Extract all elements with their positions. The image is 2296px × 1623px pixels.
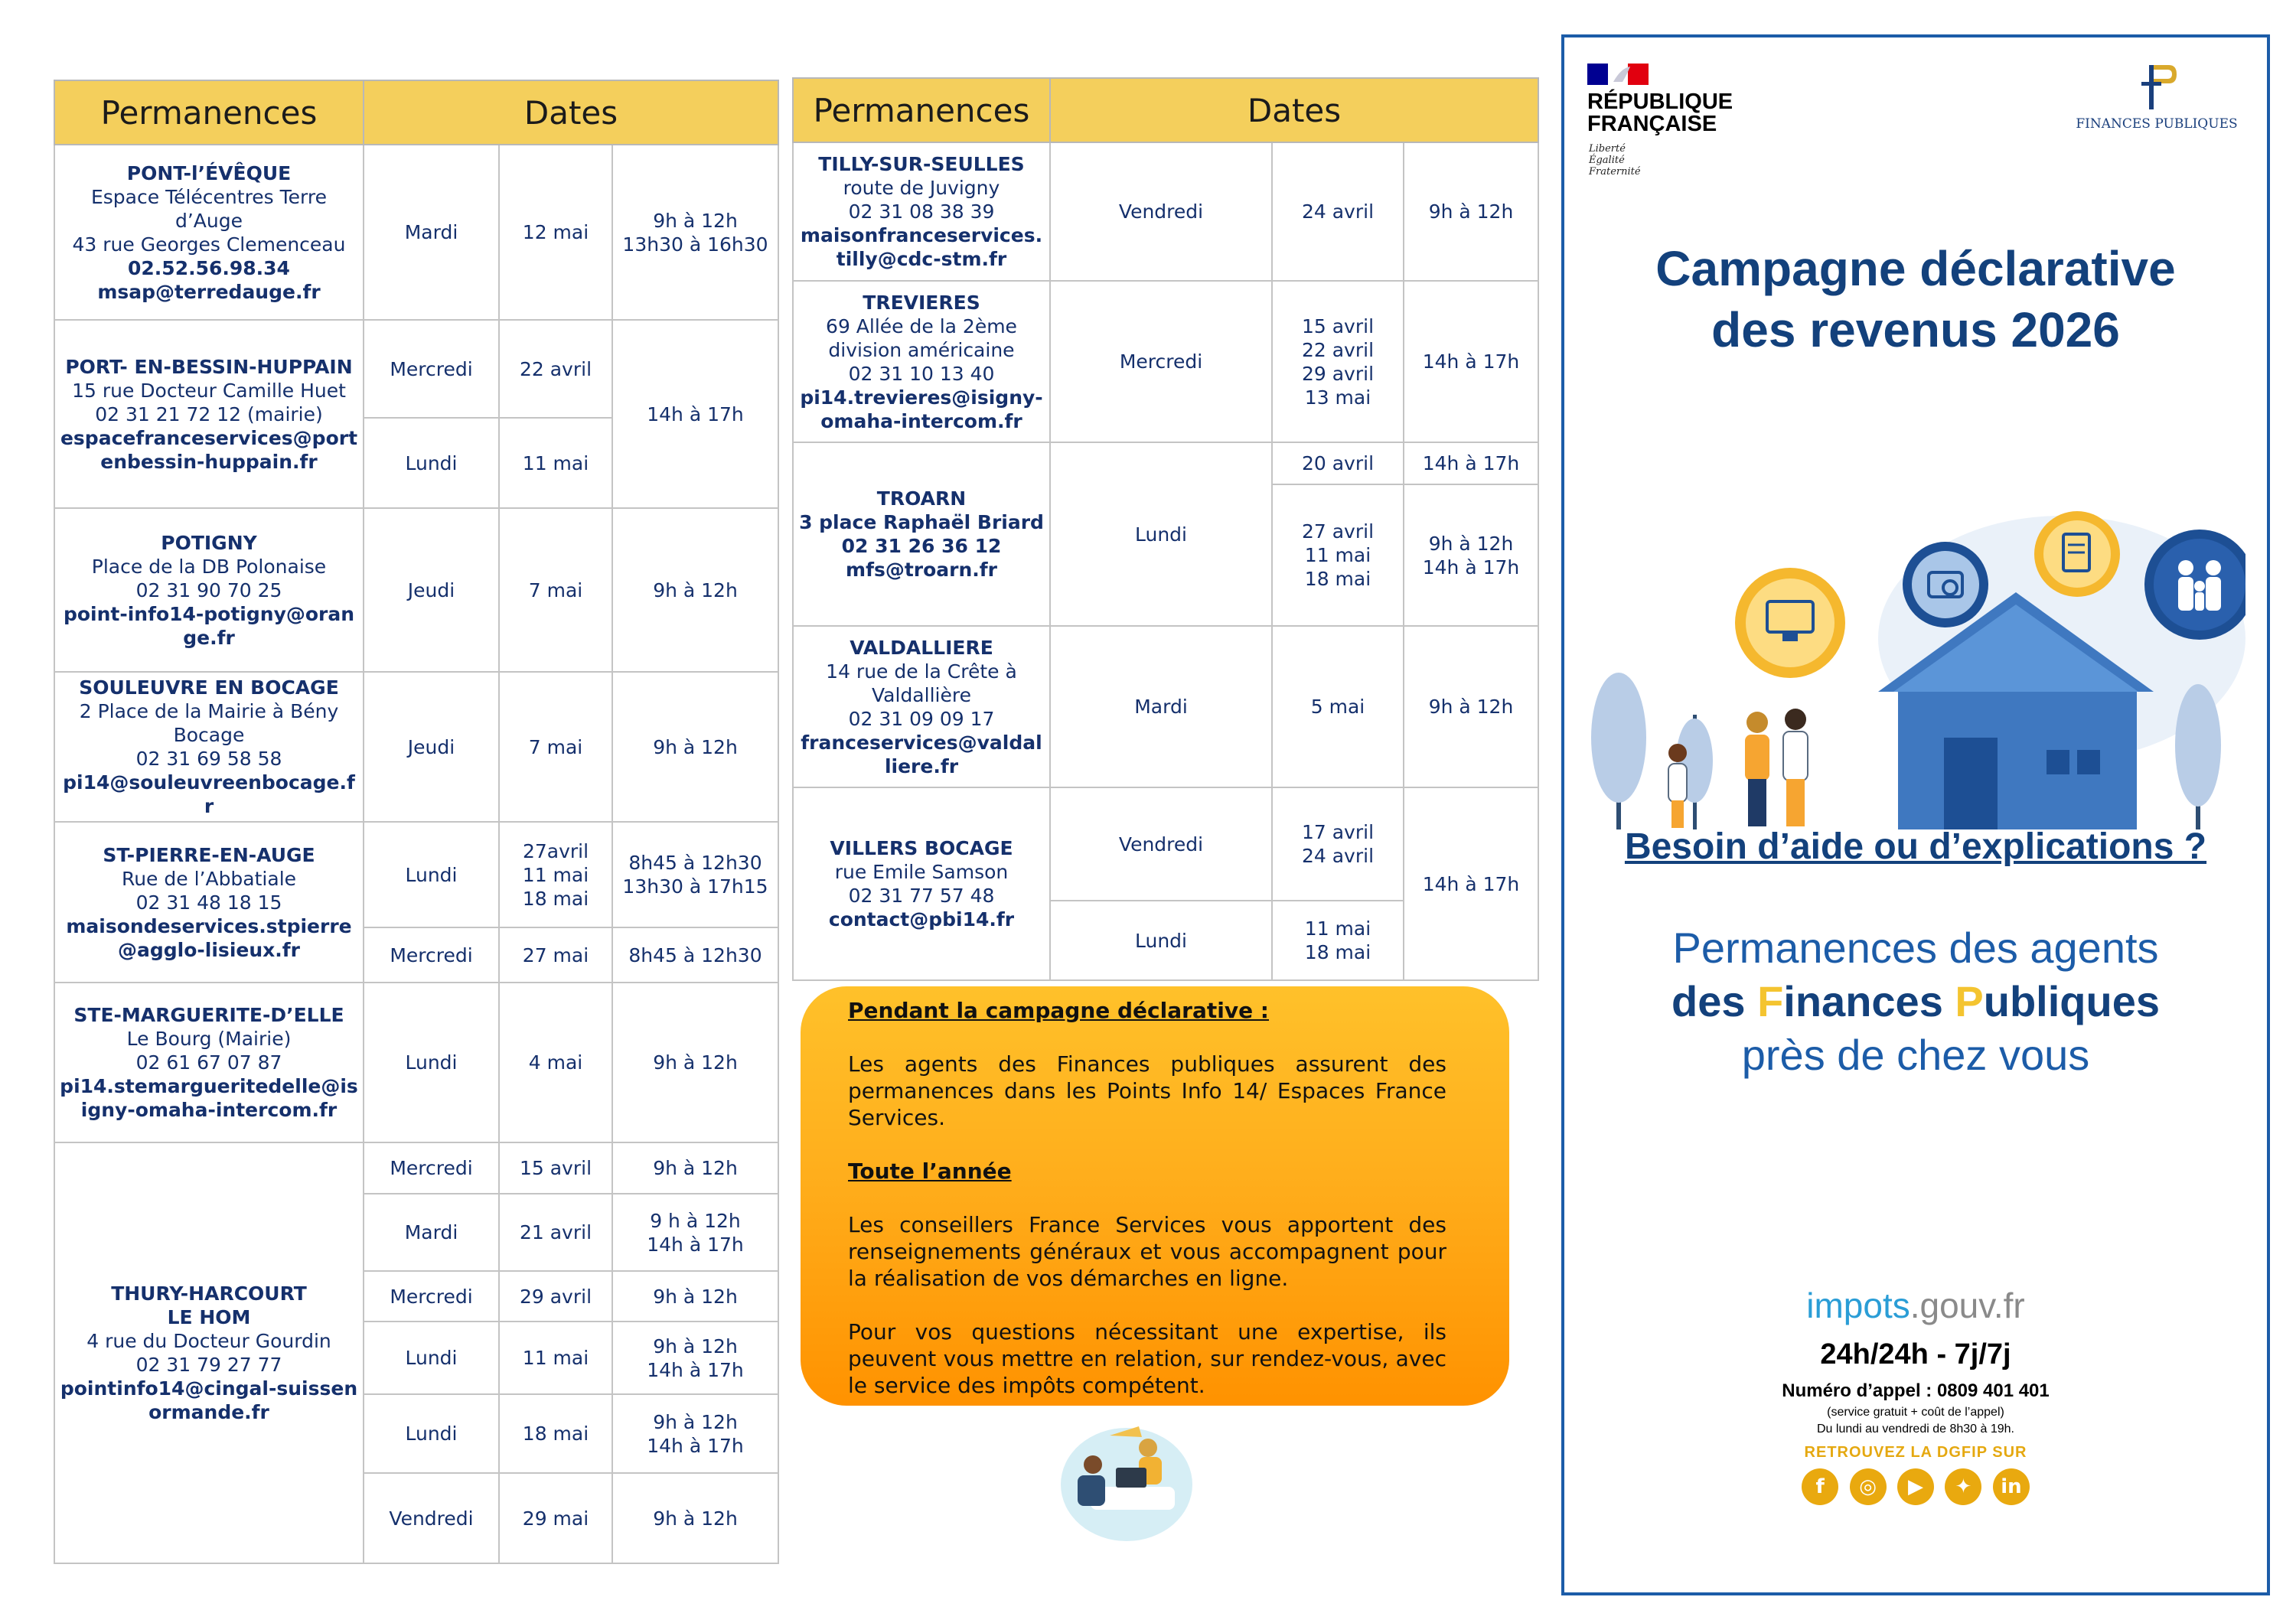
info-text-campaign: Les agents des Finances publiques assurent des permanences dans les Points Info 14/ Espaces France Services. xyxy=(848,1051,1446,1130)
date: 18 mai xyxy=(522,887,589,910)
fp-monogram-icon xyxy=(2135,60,2178,111)
motto-line: Fraternité xyxy=(1589,166,1641,178)
location-phone: 02 61 67 07 87 xyxy=(135,1051,282,1074)
table-row xyxy=(793,142,1538,281)
day-cell: Lundi xyxy=(364,983,499,1142)
permanences-table-2 xyxy=(792,77,1539,981)
date: 29 avril xyxy=(1301,362,1375,385)
day-cell: Mercredi xyxy=(364,320,499,418)
header-permanences: Permanences xyxy=(54,80,364,145)
table-row xyxy=(793,281,1538,442)
date: 11 mai xyxy=(1304,544,1371,566)
location-cell xyxy=(793,626,1050,787)
date: 7 mai xyxy=(528,578,583,601)
hours: 9h à 12h xyxy=(653,209,738,232)
header-permanences: Permanences xyxy=(793,78,1050,142)
table-row xyxy=(54,672,778,822)
date: 18 mai xyxy=(1304,941,1371,963)
subtitle-line2 xyxy=(1564,975,2267,1028)
social-links xyxy=(1564,1468,2267,1505)
location-address: Place de la DB Polonaise xyxy=(91,555,327,578)
location-cell xyxy=(54,145,364,320)
location-phone: 02 31 08 38 39 xyxy=(848,200,995,223)
hours: 14h à 17h xyxy=(1422,350,1520,373)
hours-cell xyxy=(612,1194,778,1271)
date-cell xyxy=(499,822,612,927)
hours: 9h à 12h xyxy=(653,1051,738,1074)
hours: 14h à 17h xyxy=(647,1434,744,1457)
permanences-table-1 xyxy=(54,80,779,1564)
day-cell: Vendredi xyxy=(1050,787,1272,901)
location-phone: 02 31 48 18 15 xyxy=(135,891,282,914)
header-dates: Dates xyxy=(364,80,778,145)
date: 20 avril xyxy=(1301,452,1375,474)
date: 18 mai xyxy=(522,1423,589,1445)
hours: 14h à 17h xyxy=(647,402,744,425)
day-cell: Mercredi xyxy=(364,1271,499,1322)
date: 22 avril xyxy=(519,357,592,380)
date: 13 mai xyxy=(1304,386,1371,409)
location-address: 4 rue du Docteur Gourdin xyxy=(86,1330,331,1352)
day-cell: Lundi xyxy=(1050,901,1272,980)
location-email: point-info14-potigny@orange.fr xyxy=(63,602,355,649)
date-cell xyxy=(499,983,612,1142)
location-phone: 02 31 26 36 12 xyxy=(841,535,1002,557)
date: 5 mai xyxy=(1310,696,1365,718)
location-address: rue Emile Samson xyxy=(834,861,1009,883)
day-cell: Jeudi xyxy=(364,672,499,822)
date-cell xyxy=(1272,901,1404,980)
motto-line: Égalité xyxy=(1589,155,1625,166)
location-cell xyxy=(54,320,364,508)
hours: 9h à 12h xyxy=(1428,696,1514,718)
phone-number: Numéro d’appel : 0809 401 401 xyxy=(1782,1380,2050,1401)
info-heading-campaign: Pendant la campagne déclarative : xyxy=(848,998,1270,1023)
location-phone: 02 31 09 09 17 xyxy=(848,707,995,730)
social-heading: RETROUVEZ LA DGFIP SUR xyxy=(1804,1444,2027,1461)
date: 24 avril xyxy=(1301,200,1375,223)
location-email: pointinfo14@cingal-suissenormande.fr xyxy=(60,1377,358,1423)
location-address: Rue de l’Abbatiale xyxy=(121,867,297,890)
subtitle-word: des xyxy=(1671,977,1758,1025)
date: 21 avril xyxy=(519,1221,592,1243)
help-question: Besoin d’aide ou d’explications ? xyxy=(1624,826,2207,867)
republic-motto xyxy=(1589,143,1641,178)
location-name: PONT-l’ÉVÊQUE xyxy=(126,161,292,184)
hours-cell xyxy=(1404,484,1538,626)
hours: 9h à 12h xyxy=(653,1410,738,1433)
location-phone: 02 31 90 70 25 xyxy=(135,578,282,601)
hours-cell xyxy=(612,145,778,320)
day-cell: Mardi xyxy=(1050,626,1272,787)
date-cell xyxy=(1272,281,1404,442)
day-cell: Mercredi xyxy=(1050,281,1272,442)
rf-line2: FRANÇAISE xyxy=(1587,112,1717,136)
date: 27 avril xyxy=(1301,520,1375,543)
house-family-illustration xyxy=(1587,508,2245,829)
hours: 14h à 17h xyxy=(647,1358,744,1381)
hours-cell xyxy=(1404,142,1538,281)
date: 18 mai xyxy=(1304,568,1371,590)
date: 29 mai xyxy=(522,1507,589,1530)
date: 4 mai xyxy=(528,1051,583,1074)
location-cell xyxy=(54,672,364,822)
date: 15 avril xyxy=(1301,314,1375,337)
location-name: TILLY-SUR-SEULLES xyxy=(818,153,1025,175)
instagram-icon[interactable]: ◎ xyxy=(1850,1468,1887,1505)
hours: 8h45 à 12h30 xyxy=(628,943,762,966)
location-name: POTIGNY xyxy=(161,531,257,554)
hours: 14h à 17h xyxy=(1422,556,1520,578)
info-heading-year: Toute l’année xyxy=(848,1159,1012,1184)
location-cell xyxy=(793,142,1050,281)
subtitle-line1: Permanences des agents xyxy=(1672,924,2159,972)
hours-cell xyxy=(612,508,778,672)
hours-cell xyxy=(612,672,778,822)
table-row xyxy=(54,983,778,1142)
date: 12 mai xyxy=(522,221,589,243)
date-cell xyxy=(1272,484,1404,626)
hours: 9h à 12h xyxy=(653,1507,738,1530)
hours: 13h30 à 16h30 xyxy=(622,233,768,256)
table-row xyxy=(54,822,778,927)
location-name: STE-MARGUERITE-D’ELLE xyxy=(73,1004,344,1026)
location-name: ST-PIERRE-EN-AUGE xyxy=(103,843,315,866)
location-address: 15 rue Docteur Camille Huet xyxy=(72,379,346,402)
location-email: maisonfranceservices.tilly@cdc-stm.fr xyxy=(800,224,1043,270)
date-cell xyxy=(499,1142,612,1194)
location-phone: 02 31 10 13 40 xyxy=(848,362,995,385)
date-cell xyxy=(499,145,612,320)
date: 11 mai xyxy=(522,451,589,474)
date: 15 avril xyxy=(519,1157,592,1179)
fp-caption: FINANCES PUBLIQUES xyxy=(2076,116,2238,132)
location-address: 69 Allée de la 2ème division américaine xyxy=(826,314,1017,361)
hours: 9h à 12h xyxy=(1428,532,1514,555)
hours: 9h à 12h xyxy=(653,1285,738,1308)
header-dates: Dates xyxy=(1050,78,1538,142)
service-hours: 24h/24h - 7j/7j xyxy=(1820,1338,2011,1370)
hours-cell xyxy=(1404,787,1538,980)
day-cell: Lundi xyxy=(364,1394,499,1473)
table-row xyxy=(793,626,1538,787)
campaign-title xyxy=(1564,238,2267,360)
hours-cell xyxy=(612,1142,778,1194)
date: 27 mai xyxy=(522,943,589,966)
table-row xyxy=(54,1142,778,1194)
location-phone: 02.52.56.98.34 xyxy=(128,256,290,279)
hours-cell xyxy=(612,822,778,927)
date-cell xyxy=(499,1194,612,1271)
location-cell xyxy=(793,442,1050,626)
hours: 13h30 à 17h15 xyxy=(622,875,768,898)
date: 24 avril xyxy=(1301,845,1375,867)
table-row xyxy=(793,442,1538,484)
marianne-flag-icon xyxy=(1587,64,1649,85)
date: 29 avril xyxy=(519,1285,592,1308)
date-cell xyxy=(1272,626,1404,787)
date-cell xyxy=(499,1322,612,1394)
hours-cell xyxy=(612,983,778,1142)
date-cell xyxy=(499,508,612,672)
location-name: TROARN xyxy=(876,487,967,510)
location-email: mfs@troarn.fr xyxy=(846,559,997,581)
hours: 14h à 17h xyxy=(1422,452,1520,474)
location-address: Espace Télécentres Terre d’Auge xyxy=(90,185,328,232)
location-address: 2 Place de la Mairie à Bény Bocage xyxy=(79,700,339,746)
hours-cell xyxy=(612,1394,778,1473)
location-phone: 02 31 21 72 12 (mairie) xyxy=(95,402,323,425)
date: 17 avril xyxy=(1301,821,1375,843)
day-cell: Vendredi xyxy=(364,1473,499,1563)
date-cell xyxy=(1272,142,1404,281)
day-cell: Mercredi xyxy=(364,1142,499,1194)
location-name: SOULEUVRE EN BOCAGE xyxy=(79,676,339,699)
campaign-title-line2: des revenus 2026 xyxy=(1711,302,2120,357)
location-address: 3 place Raphaël Briard xyxy=(799,511,1044,533)
location-phone: 02 31 79 27 77 xyxy=(135,1354,282,1376)
hours: 9h à 12h xyxy=(653,735,738,758)
date: 7 mai xyxy=(528,735,583,758)
location-phone: 02 31 69 58 58 xyxy=(135,748,282,770)
location-name: THURY-HARCOURT LE HOM xyxy=(111,1282,307,1328)
table-row xyxy=(54,320,778,418)
location-name: VALDALLIERE xyxy=(850,636,993,659)
impots-word: impots xyxy=(1806,1286,1910,1325)
subtitle-line3: près de chez vous xyxy=(1741,1031,2090,1079)
date-cell xyxy=(499,418,612,508)
location-address: 14 rue de la Crête à Valdallière xyxy=(826,660,1017,706)
day-cell: Lundi xyxy=(364,418,499,508)
table-row xyxy=(54,145,778,320)
location-cell xyxy=(54,822,364,983)
hours: 8h45 à 12h30 xyxy=(628,852,762,874)
location-email: pi14.trevieres@isigny-omaha-intercom.fr xyxy=(800,386,1043,432)
location-email: franceservices@valdalliere.fr xyxy=(801,731,1042,777)
info-text-advisors: Les conseillers France Services vous apportent des renseignements généraux et vous accompagnent pour la réalisation de vos démarches en ligne. xyxy=(848,1212,1446,1291)
location-email: maisondeservices.stpierre@agglo-lisieux.fr xyxy=(66,914,352,961)
date-cell xyxy=(1272,787,1404,901)
hours: 9h à 12h xyxy=(653,1157,738,1179)
location-name: VILLERS BOCAGE xyxy=(830,837,1013,859)
subtitle-word: inances xyxy=(1783,977,1955,1025)
location-email: contact@pbi14.fr xyxy=(828,908,1015,930)
date-cell xyxy=(499,927,612,983)
campaign-panel xyxy=(1561,34,2270,1595)
day-cell: Vendredi xyxy=(1050,142,1272,281)
location-address: 43 rue Georges Clemenceau xyxy=(72,233,346,256)
subtitle-initial: P xyxy=(1955,977,1984,1025)
date: 11 mai xyxy=(522,863,589,886)
subtitle-word: ubliques xyxy=(1983,977,2160,1025)
hours-cell xyxy=(1404,442,1538,484)
date: 11 mai xyxy=(1304,917,1371,940)
location-cell xyxy=(54,983,364,1142)
youtube-icon[interactable]: ▶ xyxy=(1897,1468,1934,1505)
day-cell: Jeudi xyxy=(364,508,499,672)
subtitle-initial: F xyxy=(1757,977,1784,1025)
republique-francaise-logo xyxy=(1587,91,1733,135)
date-cell xyxy=(499,1271,612,1322)
desk-illustration xyxy=(1056,1414,1202,1544)
date-cell xyxy=(1272,442,1404,484)
location-cell xyxy=(54,1142,364,1563)
location-phone: 02 31 77 57 48 xyxy=(848,885,995,907)
finances-publiques-logo xyxy=(2073,60,2241,132)
location-email: msap@terredauge.fr xyxy=(97,280,321,303)
phone-hours-note: Du lundi au vendredi de 8h30 à 19h. xyxy=(1817,1423,2014,1436)
hours: 9h à 12h xyxy=(1428,200,1514,223)
day-cell: Mercredi xyxy=(364,927,499,983)
hours: 9 h à 12h xyxy=(650,1209,741,1232)
linkedin-icon[interactable]: in xyxy=(1993,1468,2030,1505)
info-text-expertise: Pour vos questions nécessitant une expertise, ils peuvent vous mettre en relation, sur rendez-vous, avec le service des impôts compétent. xyxy=(848,1319,1446,1398)
location-email: pi14@souleuvreenbocage.fr xyxy=(63,771,355,817)
location-name: TREVIERES xyxy=(863,291,980,314)
date-cell xyxy=(499,320,612,418)
hours: 9h à 12h xyxy=(653,578,738,601)
location-address: Le Bourg (Mairie) xyxy=(126,1028,292,1050)
day-cell: Lundi xyxy=(364,822,499,927)
info-box xyxy=(801,986,1509,1406)
table-row xyxy=(793,787,1538,901)
facebook-icon[interactable]: f xyxy=(1802,1468,1838,1505)
hours-cell xyxy=(612,320,778,508)
date-cell xyxy=(499,672,612,822)
location-name: PORT- EN-BESSIN-HUPPAIN xyxy=(65,355,353,378)
hours: 14h à 17h xyxy=(1422,872,1520,895)
location-cell xyxy=(793,787,1050,980)
location-email: espacefranceservices@portenbessin-huppain.fr xyxy=(60,426,358,473)
date: 11 mai xyxy=(522,1347,589,1369)
hours-cell xyxy=(612,1473,778,1563)
day-cell: Mardi xyxy=(364,145,499,320)
campaign-title-line1: Campagne déclarative xyxy=(1655,241,2176,296)
location-email: pi14.stemargueritedelle@isigny-omaha-intercom.fr xyxy=(60,1075,358,1121)
hours-cell xyxy=(612,927,778,983)
date: 22 avril xyxy=(1301,338,1375,361)
twitter-icon[interactable]: ✦ xyxy=(1945,1468,1981,1505)
day-cell: Mardi xyxy=(364,1194,499,1271)
day-cell: Lundi xyxy=(1050,442,1272,626)
hours-cell xyxy=(612,1322,778,1394)
motto-line: Liberté xyxy=(1589,143,1626,155)
rf-line1: RÉPUBLIQUE xyxy=(1587,90,1733,114)
hours-cell xyxy=(1404,626,1538,787)
date-cell xyxy=(499,1473,612,1563)
impots-gouv-logo[interactable] xyxy=(1564,1285,2267,1326)
day-cell: Lundi xyxy=(364,1322,499,1394)
location-address: route de Juvigny xyxy=(843,177,1000,199)
permanences-subtitle xyxy=(1564,921,2267,1082)
table-row xyxy=(54,508,778,672)
hours-cell xyxy=(612,1271,778,1322)
location-cell xyxy=(54,508,364,672)
gouv-fr-word: .gouv.fr xyxy=(1910,1286,2025,1325)
hours: 9h à 12h xyxy=(653,1335,738,1357)
date: 27avril xyxy=(522,839,589,862)
date-cell xyxy=(499,1394,612,1473)
hours-cell xyxy=(1404,281,1538,442)
hours: 14h à 17h xyxy=(647,1233,744,1256)
phone-cost-note: (service gratuit + coût de l’appel) xyxy=(1827,1406,2004,1419)
location-cell xyxy=(793,281,1050,442)
